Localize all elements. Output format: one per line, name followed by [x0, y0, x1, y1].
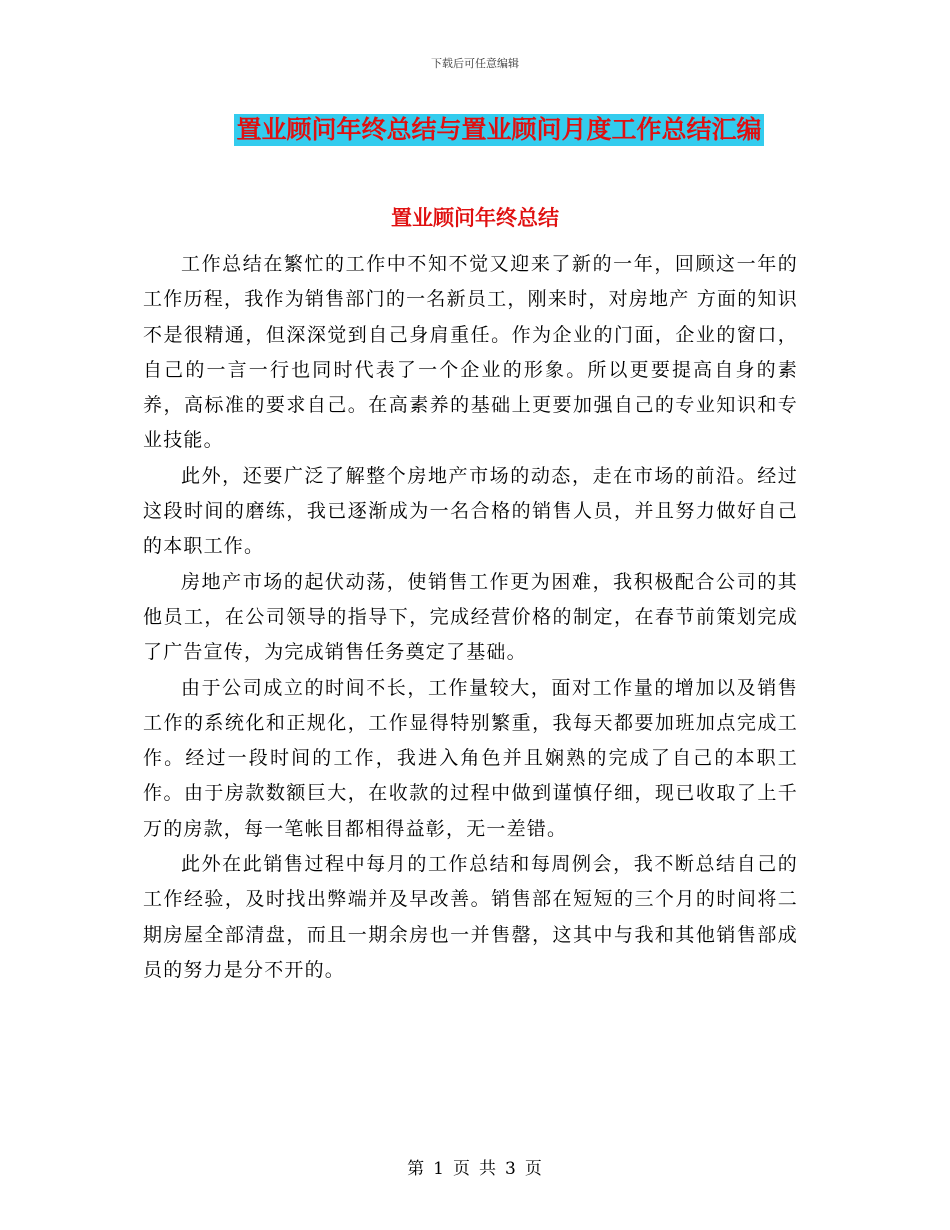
paragraph-5: 此外在此销售过程中每月的工作总结和每周例会，我不断总结自己的工作经验，及时找出弊端并及早改善。销售部在短短的三个月的时间将二期房屋全部清盘，而且一期余房也一并售罄，这其中与我和其他销售部成员的努力是分不开的。: [143, 853, 798, 981]
paragraph-1: 工作总结在繁忙的工作中不知不觉又迎来了新的一年，回顾这一年的工作历程，我作为销售部门的一名新员工，刚来时，对房地产 方面的知识不是很精通，但深深觉到自己身肩重任。作为企业的门面，企业的窗口，自己的一言一行也同时代表了一个企业的形象。所以更要提高自身的素养，高标准的要求自己。在高素养的基础上更要加强自己的专业知识和专业技能。: [143, 253, 798, 452]
document-body: [143, 247, 798, 988]
document-title: 置业顾问年终总结与置业顾问月度工作总结汇编: [236, 115, 762, 144]
footer-total-pages: 3: [505, 1159, 517, 1179]
page-footer: [0, 1154, 950, 1179]
paragraph-2: 此外，还要广泛了解整个房地产市场的动态，走在市场的前沿。经过这段时间的磨练，我已逐渐成为一名合格的销售人员，并且努力做好自己的本职工作。: [143, 464, 798, 558]
footer-page-number: 1: [433, 1159, 445, 1179]
main-title-container: [0, 114, 950, 146]
section-title: 置业顾问年终总结: [391, 206, 559, 230]
paragraph-4: 由于公司成立的时间不长，工作量较大，面对工作量的增加以及销售工作的系统化和正规化，工作显得特别繁重，我每天都要加班加点完成工作。经过一段时间的工作，我进入角色并且娴熟的完成了自己的本职工作。由于房款数额巨大，在收款的过程中做到谨慎仔细，现已收取了上千万的房款，每一笔帐目都相得益彰，无一差错。: [143, 676, 798, 840]
footer-prefix: 第: [407, 1159, 426, 1179]
footer-suffix: 页: [524, 1159, 543, 1179]
header-note: 下载后可任意编辑: [431, 57, 519, 70]
paragraph-3: 房地产市场的起伏动荡，使销售工作更为困难，我积极配合公司的其他员工，在公司领导的指导下，完成经营价格的制定，在春节前策划完成了广告宣传，为完成销售任务奠定了基础。: [143, 570, 798, 664]
footer-page-label: 页: [453, 1159, 471, 1179]
footer-total-label: 共: [479, 1159, 497, 1179]
